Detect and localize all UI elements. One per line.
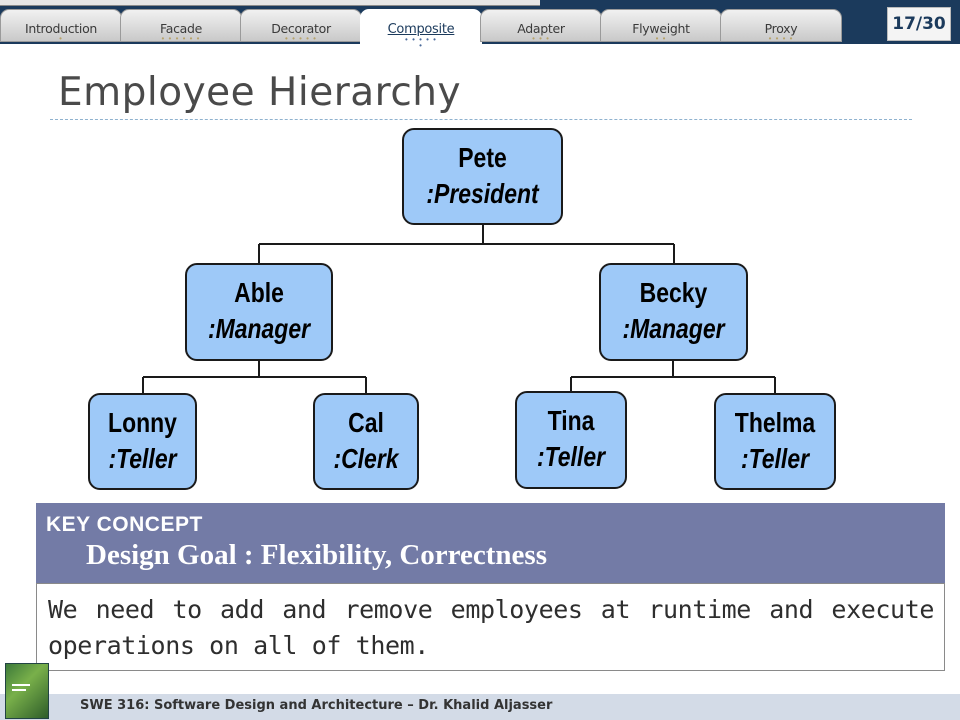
key-concept-header	[36, 503, 945, 583]
node-name: Becky	[639, 277, 708, 308]
progress-dots: • • •	[532, 34, 550, 43]
node-president	[402, 128, 563, 225]
tab-label: Composite	[387, 22, 455, 37]
key-concept-label: KEY CONCEPT	[46, 513, 203, 536]
node-employee-thelma	[714, 393, 836, 490]
progress-dots: • • • •	[768, 34, 794, 43]
node-role: :Manager	[207, 313, 311, 344]
page-number: 17/30	[887, 7, 951, 41]
book-title-mark	[12, 689, 26, 691]
node-role: :Clerk	[333, 443, 399, 474]
tab-label: Facade	[159, 21, 203, 36]
tab-label: Flyweight	[632, 21, 690, 36]
node-name: Able	[234, 277, 284, 308]
node-role: :Teller	[536, 441, 606, 472]
progress-dots: • • • • • •	[405, 35, 437, 50]
footer-text: SWE 316: Software Design and Architecture – Dr. Khalid Aljasser	[80, 698, 553, 713]
node-name: Thelma	[734, 407, 816, 438]
tab-label: Adapter	[517, 21, 565, 36]
book-title-mark	[12, 684, 30, 686]
node-manager-becky	[599, 263, 748, 361]
footer-bar	[0, 694, 960, 720]
page-title: Employee Hierarchy	[58, 70, 462, 115]
key-concept-text: We need to add and remove employees at runtime and execute operations on all of them.	[48, 595, 934, 660]
progress-dots: •	[59, 34, 63, 43]
node-employee-cal	[313, 393, 419, 490]
node-manager-able	[185, 263, 333, 361]
tab-label: Introduction	[24, 21, 98, 36]
node-name: Lonny	[108, 407, 177, 438]
node-employee-lonny	[88, 393, 197, 490]
node-role: :President	[426, 178, 539, 209]
progress-dots: • • • • •	[285, 34, 317, 43]
node-role: :Manager	[622, 313, 725, 344]
tab-label: Decorator	[271, 21, 331, 36]
design-goal-heading: Design Goal : Flexibility, Correctness	[86, 539, 547, 571]
node-role: :Teller	[740, 443, 810, 474]
tab-label: Proxy	[764, 21, 798, 36]
node-name: Pete	[458, 142, 507, 173]
progress-dots: • • • • • •	[161, 34, 201, 43]
node-role: :Teller	[108, 443, 177, 474]
node-name: Cal	[348, 407, 384, 438]
key-concept-body	[36, 583, 945, 671]
progress-dots: • •	[655, 34, 667, 43]
book-cover-icon	[5, 663, 49, 719]
node-name: Tina	[547, 405, 595, 436]
node-employee-tina	[515, 391, 627, 489]
